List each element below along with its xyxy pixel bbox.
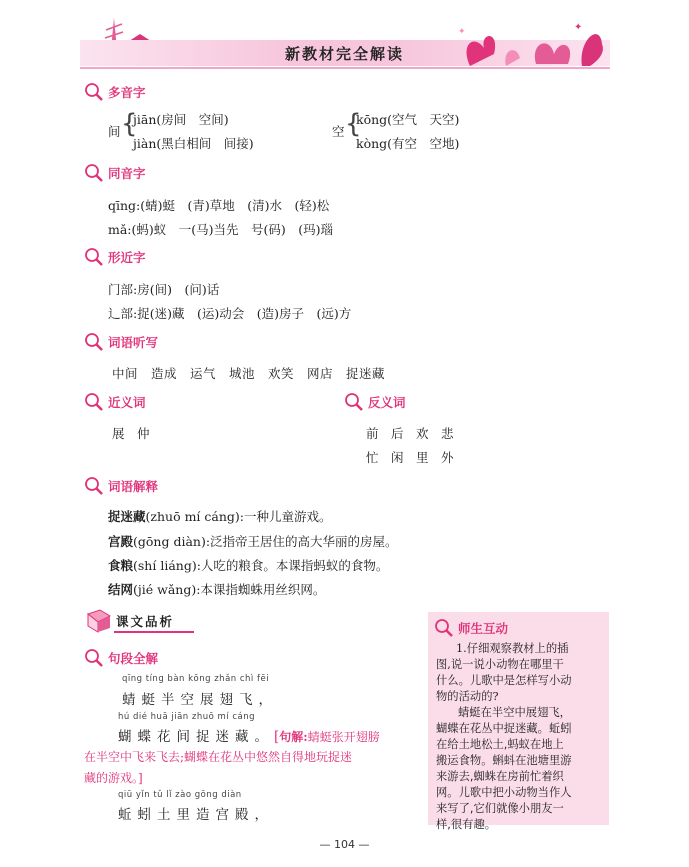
explain-item <box>108 556 388 574</box>
answer-line: 在给土地松土,蚂蚁在地上 <box>436 738 564 751</box>
note-text-3: 藏的游戏。 <box>84 771 139 785</box>
similar-line-1: 门部:房(间) (问)话 <box>108 282 220 297</box>
section-label: 近义词 <box>108 395 146 410</box>
section-antonym <box>344 392 406 412</box>
analysis-underline <box>114 631 194 633</box>
note-text-3-row <box>84 769 143 786</box>
explain-pinyin: (gōng diàn) <box>133 534 206 549</box>
magnifier-icon <box>434 618 454 638</box>
polyphone-jian-1: jiān(房间 空间) <box>133 112 229 127</box>
section-label: 形近字 <box>108 250 146 265</box>
magnifier-icon <box>84 82 104 102</box>
section-label: 师生互动 <box>458 621 509 636</box>
answer-line: 网。儿歌中把小动物当作人 <box>436 786 572 799</box>
section-similar <box>84 247 146 267</box>
magnifier-icon <box>84 332 104 352</box>
explain-term: 食粮 <box>108 558 134 573</box>
explain-term: 结网 <box>108 582 134 597</box>
explain-term: 捉迷藏 <box>108 509 146 524</box>
homophone-line-2: mǎ:(蚂)蚁 一(马)当先 号(码) (玛)瑙 <box>108 222 334 237</box>
svg-text:✦: ✦ <box>458 27 466 37</box>
plant-decoration-icon <box>450 14 610 68</box>
verse-line-2-row <box>118 725 380 745</box>
verse-line-3: 蚯蚓土里造宫殿， <box>118 807 274 823</box>
answer-line: 蝴蝶在花丛中捉迷藏。蚯蚓 <box>436 722 572 735</box>
analysis-title: 课文品析 <box>116 614 175 629</box>
page-header <box>0 0 689 70</box>
magnifier-icon <box>84 163 104 183</box>
section-label: 句段全解 <box>108 651 159 666</box>
answer-line: 来写了,它们就像小朋友一 <box>436 802 564 815</box>
explain-item <box>108 580 325 598</box>
explain-def: :泛指帝王居住的高大华丽的房屋。 <box>205 534 398 549</box>
section-label: 词语听写 <box>108 335 159 350</box>
note-text-1: 蜻蜓张开翅膀 <box>307 730 380 744</box>
header-rule <box>80 67 610 69</box>
svg-text:✦: ✦ <box>574 22 583 33</box>
section-synonym <box>84 392 146 412</box>
explain-def: :本课指蜘蛛用丝织网。 <box>196 582 326 597</box>
polyphone-char-jian: 间 <box>108 124 121 139</box>
question-line: 图,说一说小动物在哪里干 <box>436 658 564 671</box>
section-label: 词语解释 <box>108 479 159 494</box>
explain-term: 宫殿 <box>108 534 134 549</box>
verse-pinyin-2: hú dié huā jiān zhuō mí cáng <box>118 712 256 722</box>
note-close-bracket: ] <box>138 771 143 785</box>
section-label: 多音字 <box>108 85 146 100</box>
antonym-line-2: 忙 闲 里 外 <box>366 450 454 465</box>
section-polyphone <box>84 82 146 102</box>
brace-kong: { <box>345 109 362 139</box>
note-open-bracket: [ <box>274 729 280 745</box>
section-homophone <box>84 163 146 183</box>
analysis-banner <box>84 608 194 634</box>
explain-item <box>108 532 398 550</box>
explain-def: :人吃的粮食。本课指蚂蚁的食物。 <box>196 558 389 573</box>
question-line: 1.仔细观察教材上的插 <box>456 642 569 655</box>
section-sentence <box>84 648 158 668</box>
synonym-words: 展 仲 <box>112 426 150 441</box>
section-explain <box>84 476 158 496</box>
polyphone-kong-2: kòng(有空 空地) <box>356 136 460 151</box>
homophone-line-1: qīng:(蜻)蜓 (青)草地 (清)水 (轻)松 <box>108 198 330 213</box>
explain-pinyin: (zhuō mí cáng) <box>145 509 240 524</box>
section-dictation <box>84 332 158 352</box>
explain-pinyin: (shí liáng) <box>133 558 197 573</box>
note-text-2: 在半空中飞来飞去;蝴蝶在花丛中悠然自得地玩捉迷 <box>84 750 353 764</box>
polyphone-kong-1: kōng(空气 天空) <box>356 112 460 127</box>
explain-pinyin: (jié wǎng) <box>133 582 197 597</box>
question-line: 什么。儿歌中是怎样写小动 <box>436 674 572 687</box>
verse-pinyin-3: qiū yǐn tǔ lǐ zào gōng diàn <box>118 790 242 800</box>
answer-line: 样,很有趣。 <box>436 818 497 831</box>
magnifier-icon <box>84 247 104 267</box>
explain-def: :一种儿童游戏。 <box>239 509 332 524</box>
dictation-words: 中间 造成 运气 城池 欢笑 网店 捉迷藏 <box>112 366 386 381</box>
brace-jian: { <box>121 109 138 139</box>
note-label: 句解: <box>279 730 308 744</box>
book-icon <box>84 608 114 634</box>
question-line: 物的活动的? <box>436 690 499 703</box>
interaction-text <box>436 641 606 833</box>
magnifier-icon <box>84 392 104 412</box>
page-number: — 104 — <box>319 838 370 851</box>
section-label: 同音字 <box>108 166 146 181</box>
section-interaction <box>434 618 508 638</box>
verse-line-2: 蝴蝶花间捉迷藏。 <box>118 729 274 745</box>
magnifier-icon <box>84 476 104 496</box>
verse-line-1: 蜻蜓半空展翅飞， <box>122 692 278 708</box>
explain-item <box>108 507 332 525</box>
antonym-line-1: 前 后 欢 悲 <box>366 426 454 441</box>
magnifier-icon <box>344 392 364 412</box>
book-title: 新教材完全解读 <box>284 45 404 63</box>
verse-pinyin-1: qīng tíng bàn kōng zhǎn chì fēi <box>122 674 270 684</box>
similar-line-2: 辶部:捉(迷)藏 (运)动会 (造)房子 (远)方 <box>108 306 352 321</box>
answer-line: 搬运食物。蝌蚪在池塘里游 <box>436 754 572 767</box>
section-label: 反义词 <box>368 395 406 410</box>
polyphone-char-kong: 空 <box>332 124 345 139</box>
magnifier-icon <box>84 648 104 668</box>
answer-line: 来游去,蜘蛛在房前忙着织 <box>436 770 564 783</box>
answer-line: 蜻蜓在半空中展翅飞， <box>458 706 571 719</box>
polyphone-jian-2: jiàn(黑白相间 间接) <box>133 136 254 151</box>
